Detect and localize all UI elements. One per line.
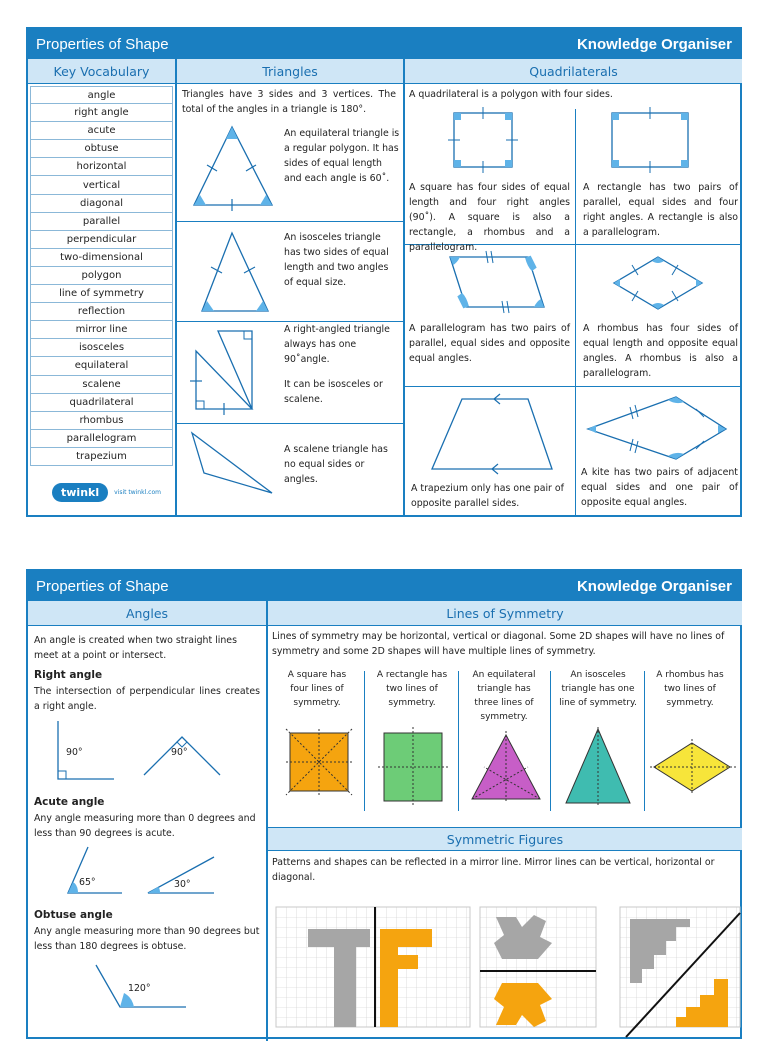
- obtuse-angle-diagram: [90, 961, 210, 1031]
- symmetric-figures-header: Symmetric Figures: [268, 827, 742, 851]
- isosceles-triangle-icon: [198, 229, 288, 319]
- acute-angle-diagram: [64, 843, 254, 899]
- parallelogram-text: A parallelogram has two pairs of parallel, equal sides and opposite equal angles.: [409, 323, 570, 364]
- vocab-item: angle: [30, 86, 173, 104]
- quadrilaterals-header: Quadrilaterals: [405, 59, 742, 84]
- vocab-item: reflection: [30, 303, 173, 321]
- vocab-item: line of symmetry: [30, 285, 173, 303]
- acute-angle-label-1: 65°: [79, 877, 96, 888]
- right-triangle-text1: A right-angled triangle always has one 90˚angle.: [284, 324, 390, 365]
- symmetry-equilateral-text: An equilateral triangle has three lines of symmetry.: [472, 670, 536, 722]
- vocab-item: polygon: [30, 267, 173, 285]
- trapezium-text: A trapezium only has one pair of opposite parallel sides.: [411, 483, 564, 509]
- rectangle-symmetry-icon: [378, 727, 448, 807]
- right-angle-text: The intersection of perpendicular lines creates a right angle.: [34, 686, 260, 712]
- square-symmetry-icon: [284, 729, 354, 799]
- divider: [364, 671, 365, 811]
- vocab-item: horizontal: [30, 158, 173, 176]
- triangles-intro: Triangles have 3 sides and 3 vertices. The total of the angles in a triangle is 180°.: [182, 89, 396, 115]
- right-angle-label-2: 90°: [171, 747, 188, 758]
- equilateral-symmetry-icon: [468, 731, 544, 805]
- obtuse-angle-label: 120°: [128, 983, 151, 994]
- angles-header: Angles: [28, 601, 266, 626]
- right-triangle-icon: [190, 327, 280, 419]
- scalene-triangle-icon: [188, 429, 278, 499]
- acute-angle-label-2: 30°: [174, 879, 191, 890]
- card-subtitle: Knowledge Organiser: [576, 35, 732, 53]
- obtuse-angle-title: Obtuse angle: [34, 909, 113, 921]
- vocab-item: acute: [30, 122, 173, 140]
- vocab-item: vertical: [30, 176, 173, 194]
- triangles-header: Triangles: [177, 59, 403, 84]
- quadrilateral-intro: A quadrilateral is a polygon with four sides.: [409, 89, 613, 100]
- divider: [458, 671, 459, 811]
- card-header: [28, 571, 740, 601]
- rhombus-text: A rhombus has four sides of equal length and opposite equal angles. A rhombus is also a parallelogram.: [583, 323, 738, 379]
- vocab-item: isosceles: [30, 339, 173, 357]
- vocab-list: [30, 86, 173, 466]
- card-title: Properties of Shape: [36, 35, 169, 53]
- vocab-header: Key Vocabulary: [28, 59, 175, 84]
- equilateral-text: An equilateral triangle is a regular polygon. It has sides of equal length and each angle is 60˚.: [284, 128, 400, 184]
- row-divider: [405, 386, 742, 387]
- logo-text: twinkl: [52, 483, 108, 502]
- right-angle-title: Right angle: [34, 669, 103, 681]
- symmetry-rhombus-text: A rhombus has two lines of symmetry.: [656, 670, 724, 708]
- vocab-item: quadrilateral: [30, 394, 173, 412]
- card-header: [28, 29, 740, 59]
- kite-shape-icon: [584, 391, 734, 465]
- vocab-item: right angle: [30, 104, 173, 122]
- row-divider: [177, 221, 403, 222]
- symmetry-intro: Lines of symmetry may be horizontal, vertical or diagonal. Some 2D shapes will have no lines of symmetry and some 2D shapes will have multiple lines of symmetry.: [272, 631, 725, 657]
- angles-intro: An angle is created when two straight lines meet at a point or intersect.: [34, 635, 237, 661]
- isosceles-symmetry-icon: [560, 727, 636, 807]
- obtuse-angle-text: Any angle measuring more than 90 degrees but less than 180 degrees is obtuse.: [34, 926, 260, 952]
- isosceles-text: An isosceles triangle has two sides of equal length and two angles of equal size.: [284, 232, 389, 288]
- square-text: A square has four sides of equal length and four right angles (90˚). A square is also a rectangle, a rhombus and a parallelogram.: [409, 182, 570, 253]
- symmetry-isosceles-text: An isosceles triangle has one line of symmetry.: [559, 670, 637, 708]
- vocab-item: rhombus: [30, 412, 173, 430]
- vocab-item: two-dimensional: [30, 249, 173, 267]
- rectangle-shape-icon: [606, 109, 696, 173]
- knowledge-organiser-card-2: [26, 569, 742, 1039]
- divider: [644, 671, 645, 811]
- acute-angle-text: Any angle measuring more than 0 degrees and less than 90 degrees is acute.: [34, 813, 256, 839]
- kite-text: A kite has two pairs of adjacent equal sides and one pair of opposite equal angles.: [581, 467, 738, 508]
- divider: [175, 59, 177, 517]
- knowledge-organiser-card-1: [26, 27, 742, 517]
- card-title: Properties of Shape: [36, 577, 169, 595]
- divider: [575, 109, 576, 517]
- acute-angle-title: Acute angle: [34, 796, 105, 808]
- vocab-item: diagonal: [30, 195, 173, 213]
- divider: [403, 59, 405, 517]
- rhombus-symmetry-icon: [650, 739, 736, 795]
- vocab-item: scalene: [30, 376, 173, 394]
- rhombus-shape-icon: [610, 251, 710, 317]
- right-angle-label-1: 90°: [66, 747, 83, 758]
- vocab-item: trapezium: [30, 448, 173, 466]
- logo-url: visit twinkl.com: [114, 489, 161, 496]
- symmetry-rectangle-text: A rectangle has two lines of symmetry.: [376, 670, 448, 708]
- vocab-item: parallel: [30, 213, 173, 231]
- right-angle-diagram: [54, 719, 254, 783]
- right-triangle-text2: It can be isosceles or scalene.: [284, 379, 383, 405]
- symmetric-figures-text: Patterns and shapes can be reflected in a mirror line. Mirror lines can be vertical, horizontal or diagonal.: [272, 857, 715, 883]
- vocab-item: perpendicular: [30, 231, 173, 249]
- rectangle-text: A rectangle has two pairs of parallel, equal sides and four right angles. A rectangle is also a parallelogram.: [583, 182, 738, 238]
- symmetry-header: Lines of Symmetry: [268, 601, 742, 626]
- equilateral-triangle-icon: [188, 123, 298, 213]
- twinkl-logo[interactable]: [52, 483, 161, 502]
- scalene-text: A scalene triangle has no equal sides or angles.: [284, 444, 388, 485]
- divider: [266, 601, 268, 1041]
- vocab-item: equilateral: [30, 357, 173, 375]
- symmetric-figures-grids: [276, 907, 740, 1027]
- trapezium-shape-icon: [428, 393, 558, 473]
- card-subtitle: Knowledge Organiser: [576, 577, 732, 595]
- row-divider: [177, 423, 403, 424]
- vocab-item: obtuse: [30, 140, 173, 158]
- divider: [550, 671, 551, 811]
- vocab-item: mirror line: [30, 321, 173, 339]
- vocab-item: parallelogram: [30, 430, 173, 448]
- square-shape-icon: [448, 109, 518, 173]
- symmetry-square-text: A square has four lines of symmetry.: [287, 670, 347, 708]
- parallelogram-shape-icon: [444, 251, 554, 315]
